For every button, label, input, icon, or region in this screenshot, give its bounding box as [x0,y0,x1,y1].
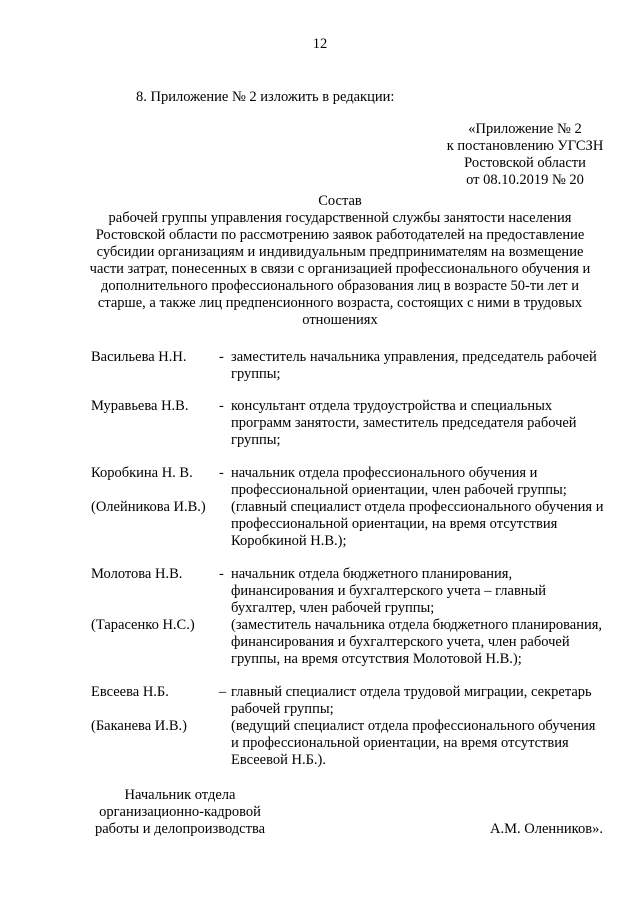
member-role-line: Евсеевой Н.Б.). [231,752,326,768]
member-role-line: заместитель начальника управления, председатель рабочей [231,349,597,365]
member-dash: - [219,349,224,365]
member-dash: - [219,566,224,582]
member-name: (Баканева И.В.) [91,718,187,734]
member-role [231,465,611,499]
member-role-line: (главный специалист отдела профессионального обучения и [231,499,604,515]
member-name: Молотова Н.В. [91,566,183,582]
member-name: Евсеева Н.Б. [91,684,169,700]
member-role-line: (заместитель начальника отдела бюджетного планирования, [231,617,603,633]
member-role-line: начальник отдела профессионального обучения и [231,465,538,481]
member-role [231,398,611,449]
member-role [231,499,611,550]
signatory-position-line: работы и делопроизводства [94,821,266,837]
member-role-line: главный специалист отдела трудовой миграции, секретарь [231,684,592,700]
title-line: отношениях [302,312,378,328]
member-role [231,684,611,718]
signatory-position-line: Начальник отдела [124,787,236,803]
member-role [231,349,611,383]
member-name: (Тарасенко Н.С.) [91,617,195,633]
member-row [91,349,611,383]
appendix-line: к постановлению УГСЗН [446,138,604,154]
appendix-line: «Приложение № 2 [468,121,582,137]
appendix-line: от 08.10.2019 № 20 [466,172,584,188]
member-dash: - [219,465,224,481]
member-row [91,465,611,499]
title-line: дополнительного профессионального образования лиц в возрасте 50-ти лет и [101,278,579,294]
member-role [231,718,611,769]
member-role-line: финансирования и бухгалтерского учета, член рабочей [231,634,570,650]
title-line: рабочей группы управления государственной службы занятости населения [108,210,572,226]
member-role-line: Коробкиной Н.В.); [231,533,347,549]
member-role-line: рабочей группы; [231,701,334,717]
signatory-position-line: организационно-кадровой [99,804,261,820]
member-role-line: бухгалтер, член рабочей группы; [231,600,435,616]
member-dash: - [219,398,224,414]
member-role-line: и профессиональной ориентации, на время отсутствия [231,735,569,751]
member-role-line: финансирования и бухгалтерского учета – главный [231,583,547,599]
appendix-line: Ростовской области [464,155,586,171]
appendix-reference [418,121,632,189]
members-list [91,349,611,769]
member-name: Васильева Н.Н. [91,349,187,365]
title-line: субсидии организациям и индивидуальным предпринимателям на возмещение [96,244,584,260]
member-row [91,566,611,617]
member-row [91,398,611,449]
member-role-line: (ведущий специалист отдела профессионального обучения [231,718,596,734]
member-name: Муравьева Н.В. [91,398,189,414]
member-row [91,684,611,718]
member-row [91,718,611,769]
member-role-line: программ занятости, заместитель председателя рабочей [231,415,577,431]
member-role [231,566,611,617]
member-role-line: группы; [231,366,281,382]
page-number: 12 [312,36,328,52]
member-role-line: группы; [231,432,281,448]
member-role-line: профессиональной ориентации, член рабочей группы; [231,482,567,498]
signatory-position [90,787,270,838]
title-line: старше, а также лиц предпенсионного возраста, состоящих с ними в трудовых [97,295,583,311]
member-role-line: консультант отдела трудоустройства и специальных [231,398,553,414]
title-line: части затрат, понесенных в связи с организацией профессионального обучения и [89,261,591,277]
title-line: Ростовской области по рассмотрению заявок работодателей на предоставление [95,227,585,243]
member-row [91,499,611,550]
title-heading: Состав [318,193,362,209]
member-role-line: профессиональной ориентации, на время отсутствия [231,516,558,532]
document-title [80,193,600,329]
member-role-line: группы, на время отсутствия Молотовой Н.В.); [231,651,522,667]
member-name: (Олейникова И.В.) [91,499,206,515]
member-role-line: начальник отдела бюджетного планирования, [231,566,513,582]
paragraph-8: 8. Приложение № 2 изложить в редакции: [136,89,395,105]
member-row [91,617,611,668]
signatory-name: А.М. Оленников». [490,821,603,837]
member-role [231,617,611,668]
member-name: Коробкина Н. В. [91,465,193,481]
member-dash: – [219,684,227,700]
